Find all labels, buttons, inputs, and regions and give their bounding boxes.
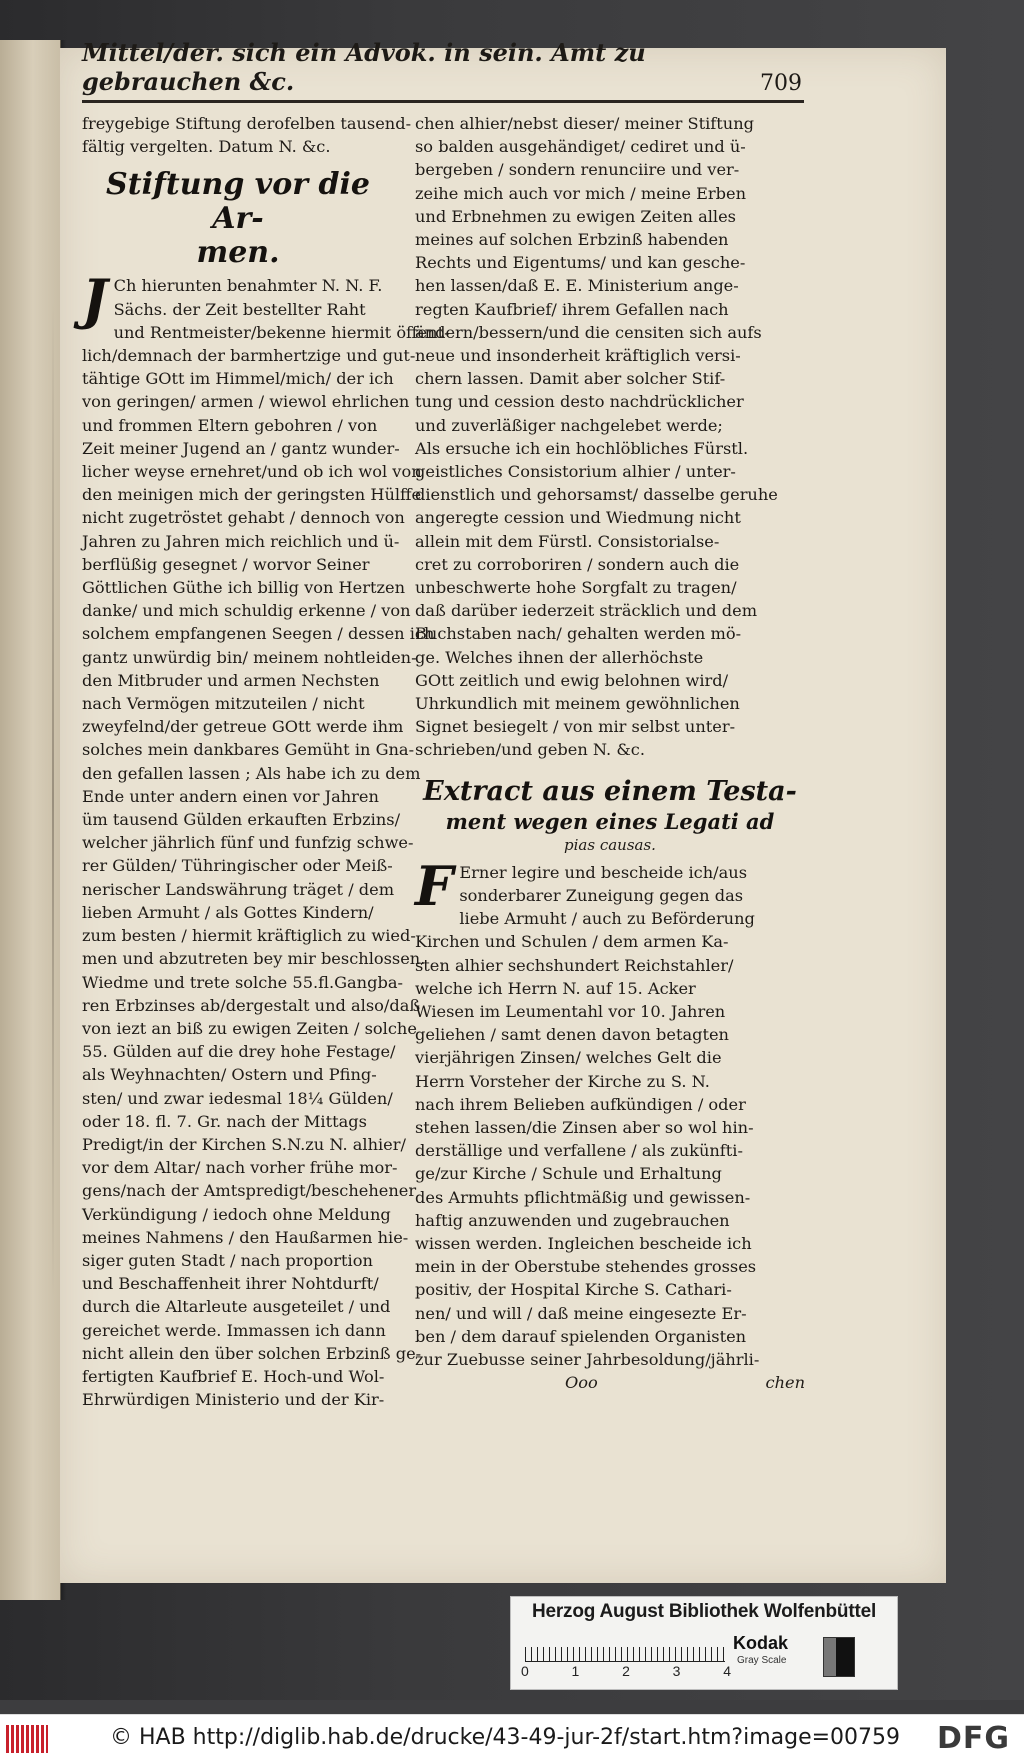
text-line: schrieben/und geben N. &c. [415,740,645,760]
text-line: sten/ und zwar iedesmal 18¼ Gülden/ [82,1088,393,1108]
right-column [415,112,805,1394]
text-line: und frommen Eltern gebohren / von [82,415,378,435]
text-line: angeregte cession und Wiedmung nicht [415,508,741,528]
running-title: Mittel/der. sich ein Advok. in sein. Amt zu gebrauchen &c. [82,38,646,96]
text-line: Erner legire und bescheide ich/aus [459,862,747,882]
text-line: und Rentmeister/bekenne hiermit öffent- [113,322,450,342]
text-line: regten Kaufbrief/ ihrem Gefallen nach [415,299,729,319]
intro-text [82,112,412,158]
ruler-numbers [521,1663,731,1679]
text-line: Wiedme und trete solche 55.fl.Gangba- [82,972,403,992]
ruler-scale [525,1635,725,1662]
text-line: chen alhier/nebst dieser/ meiner Stiftung [415,114,754,133]
text-line: positiv, der Hospital Kirche S. Cathari- [415,1280,732,1300]
text-line: gens/nach der Amtspredigt/beschehener [82,1181,417,1201]
text-line: dienstlich und gehorsamst/ dasselbe geruhe [415,485,778,505]
extract-body [415,853,805,1371]
text-line: derställige und verfallene / als zukünfti- [415,1141,743,1161]
text-line: meines Nahmens / den Haußarmen hie- [82,1227,409,1247]
text-line: Buchstaben nach/ gehalten werden mö- [415,624,742,644]
text-line: vor dem Altar/ nach vorher frühe mor- [82,1158,398,1178]
text-line: lieben Armuht / als Gottes Kindern/ [82,902,374,922]
kodak-brand: Kodak [733,1633,789,1653]
signature-mark: Ooo [565,1373,598,1393]
text-line: gereichet werde. Immassen ich dann [82,1320,386,1340]
text-line: und zuverläßiger nachgelebet werde; [415,415,723,435]
text-line: den gefallen lassen ; Als habe ich zu dem [82,763,421,783]
text-line: von iezt an biß zu ewigen Zeiten / solche [82,1018,417,1038]
text-line: welche ich Herrn N. auf 15. Acker [415,978,696,998]
text-line: tähtige GOtt im Himmel/mich/ der ich [82,369,394,389]
text-line: ge/zur Kirche / Schule und Erhaltung [415,1164,722,1184]
gray-swatch [823,1637,855,1677]
text-line: siger guten Stadt / nach proportion [82,1250,373,1270]
heading-line: men. [196,235,280,271]
text-line: Signet besiegelt / von mir selbst unter- [415,717,736,737]
text-line: 55. Gülden auf die drey hohe Festage/ [82,1042,396,1062]
text-line: wissen werden. Ingleichen bescheide ich [415,1233,752,1253]
text-line: licher weyse ernehret/und ob ich wol von [82,462,422,482]
text-line: sonderbarer Zuneigung gegen das [459,885,744,905]
text-line: zur Zuebusse seiner Jahrbesoldung/jährli- [415,1349,760,1369]
text-line: Jahren zu Jahren mich reichlich und ü- [82,531,400,551]
drop-capital: J [82,267,108,332]
text-line: danke/ und mich schuldig erkenne / von [82,601,411,621]
ruler-number: 1 [571,1663,580,1679]
text-line: und Beschaffenheit ihrer Nohtdurft/ [82,1274,379,1294]
section-heading-extract: Extract aus einem Testa- [423,775,797,807]
text-line: und Erbnehmen zu ewigen Zeiten alles [415,206,736,226]
text-line: nicht allein den über solchen Erbzinß ge- [82,1343,422,1363]
text-line: zweyfelnd/der getreue GOtt werde ihm [82,717,404,737]
text-line: Ende unter andern einen vor Jahren [82,786,379,806]
text-line: von geringen/ armen / wiewol ehrlichen [82,392,410,412]
text-line: solchem empfangenen Seegen / dessen ich [82,624,435,644]
library-name: Herzog August Bibliothek Wolfenbüttel [531,1601,877,1622]
ruler-number: 3 [672,1663,681,1679]
footer-bar [0,1714,1024,1762]
text-line: Herrn Vorsteher der Kirche zu S. N. [415,1071,710,1091]
text-line: mein in der Oberstube stehendes grosses [415,1257,757,1277]
text-line: haftig anzuwenden und zugebrauchen [415,1210,730,1230]
text-line: unbeschwerte hohe Sorgfalt zu tragen/ [415,578,737,598]
text-line: rer Gülden/ Tühringischer oder Meiß- [82,856,393,876]
text-line: fertigten Kaufbrief E. Hoch-und Wol- [82,1366,385,1386]
text-line: Ch hierunten benahmter N. N. F. [113,276,383,296]
text-line: Zeit meiner Jugend an / gantz wunder- [82,438,400,458]
text-line: daß darüber iederzeit sträcklich und dem [415,601,758,621]
text-line: nicht zugetröstet gehabt / dennoch von [82,508,405,528]
text-line: zeihe mich auch vor mich / meine Erben [415,183,747,203]
page-number: 709 [760,71,802,96]
text-line: fältig vergelten. Datum N. &c. [82,137,331,157]
text-line: Wiesen im Leumentahl vor 10. Jahren [415,1001,726,1021]
text-line: nach Vermögen mitzuteilen / nicht [82,694,365,714]
text-line: nen/ und will / daß meine eingesezte Er- [415,1303,747,1323]
text-line: tung und cession desto nachdrücklicher [415,392,744,412]
text-line: ren Erbzinses ab/dergestalt und also/daß [82,995,421,1015]
text-line: den meinigen mich der geringsten Hülffe [82,485,422,505]
text-line: allein mit dem Fürstl. Consistorialse- [415,531,720,551]
text-line: berflüßig gesegnet / worvor Seiner [82,554,370,574]
text-line: durch die Altarleute ausgeteilet / und [82,1297,391,1317]
text-line: GOtt zeitlich und ewig belohnen wird/ [415,670,729,690]
text-line: ben / dem darauf spielenden Organisten [415,1326,747,1346]
text-line: üm tausend Gülden erkauften Erbzins/ [82,810,401,830]
heading-line: Stiftung vor die Ar- [106,167,370,237]
text-line: solches mein dankbares Gemüht in Gna- [82,740,415,760]
text-line: sten alhier sechshundert Reichstahler/ [415,955,734,975]
section-subheading: ment wegen eines Legati ad [445,808,775,834]
text-line: Verkündigung / iedoch ohne Meldung [82,1204,391,1224]
catchword: chen [765,1373,805,1393]
section-heading-stiftung [82,168,394,270]
text-line: nerischer Landswährung träget / dem [82,879,395,899]
body-text [415,112,805,762]
section-subheading-small: pias causas. [564,835,656,854]
text-line: ändern/bessern/und die censiten sich aufs [415,322,762,342]
page-foot [415,1371,805,1394]
ruler-number: 2 [622,1663,630,1679]
running-header [82,38,802,96]
gray-scale-label: Gray Scale [737,1655,787,1666]
text-line: geliehen / samt denen davon betagten [415,1025,729,1045]
header-rule [82,100,804,103]
text-line: meines auf solchen Erbzinß habenden [415,230,729,250]
text-line: cret zu corroboriren / sondern auch die [415,554,740,574]
dfg-logo: DFG [936,1721,1010,1756]
text-line: bergeben / sondern renunciire und ver- [415,160,740,180]
text-line: stehen lassen/die Zinsen aber so wol hin- [415,1117,754,1137]
text-line: welcher jährlich fünf und funfzig schwe- [82,833,414,853]
text-line: so balden ausgehändiget/ cediret und ü- [415,137,746,157]
text-line: als Weyhnachten/ Ostern und Pfing- [82,1065,377,1085]
body-text [415,853,805,1371]
text-line: des Armuhts pflichtmäßig und gewissen- [415,1187,751,1207]
text-line: ge. Welches ihnen der allerhöchste [415,647,704,667]
text-line: Rechts und Eigentums/ und kan gesche- [415,253,746,273]
text-line: freygebige Stiftung derofelben tausend- [82,114,412,133]
text-line: chern lassen. Damit aber solcher Stif- [415,369,726,389]
text-line: lich/demnach der barmhertzige und gut- [82,346,416,366]
stiftung-body [82,267,450,1411]
text-line: zum besten / hiermit kräftiglich zu wied- [82,926,416,946]
text-line: nach ihrem Belieben aufkündigen / oder [415,1094,746,1114]
text-line: neue und insonderheit kräftiglich versi- [415,346,741,366]
library-color-card [510,1596,898,1690]
ruler-number: 4 [723,1663,731,1679]
text-line: men und abzutreten bey mir beschlossen. [82,949,426,969]
drop-capital: F [415,853,454,918]
text-line: den Mitbruder und armen Nechsten [82,670,380,690]
text-line: Sächs. der Zeit bestellter Raht [113,299,366,319]
gutter-shadow [52,300,54,1300]
hab-logo-icon [6,1725,48,1753]
text-line: Predigt/in der Kirchen S.N.zu N. alhier/ [82,1134,406,1154]
text-line: Als ersuche ich ein hochlöbliches Fürstl. [415,438,749,458]
text-line: gantz unwürdig bin/ meinem nohtleiden- [82,647,417,667]
text-line: Göttlichen Güthe ich billig von Hertzen [82,578,406,598]
text-line: oder 18. fl. 7. Gr. nach der Mittags [82,1111,367,1131]
text-line: Kirchen und Schulen / dem armen Ka- [415,932,729,952]
text-line: geistliches Consistorium alhier / unter- [415,462,736,482]
footer-link[interactable]: © HAB http://diglib.hab.de/drucke/43-49-jur-2f/start.htm?image=00759 [110,1725,901,1750]
text-line: hen lassen/daß E. E. Ministerium ange- [415,276,739,296]
text-line: liebe Armuht / auch zu Beförderung [459,909,755,929]
ruler-number: 0 [521,1663,529,1679]
text-line: vierjährigen Zinsen/ welches Gelt die [415,1048,722,1068]
body-text [82,267,450,1411]
left-column [82,112,450,1411]
text-line: Uhrkundlich mit meinem gewöhnlichen [415,694,740,714]
text-line: Ehrwürdigen Ministerio und der Kir- [82,1390,385,1410]
